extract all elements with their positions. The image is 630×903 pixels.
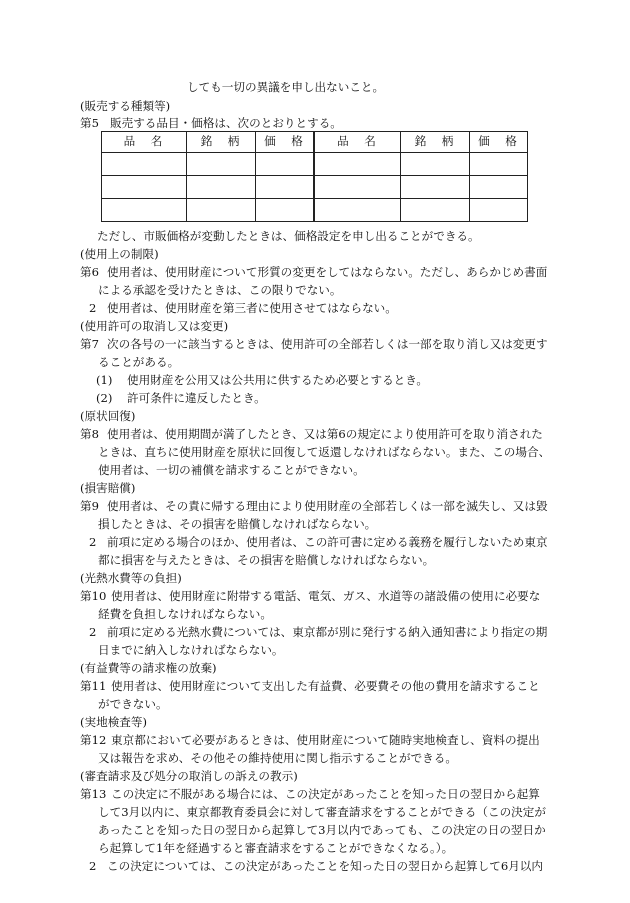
item-number: (1) xyxy=(96,373,113,387)
item-number: (2) xyxy=(96,391,113,405)
table-cell xyxy=(314,176,401,199)
header-brand: 銘 柄 xyxy=(187,132,256,153)
table-cell xyxy=(187,176,256,199)
paragraph-number: 2 xyxy=(89,535,97,549)
table-cell xyxy=(401,153,470,176)
table-cell xyxy=(401,176,470,199)
article-number-9: 第9 xyxy=(80,499,99,513)
article-text-6-line2: による承認を受けたときは、この限りでない。 xyxy=(98,283,342,297)
article-text-13-line4: ら起算して1年を経過すると審査請求をすることができなくなる。）。 xyxy=(98,841,454,855)
table-cell xyxy=(470,153,528,176)
article-text-5: 販売する品目・価格は、次のとおりとする。 xyxy=(110,116,342,130)
article-text-9-para2-line1: 前項に定める場合のほか、使用者は、この許可書に定める義務を履行しないため東京 xyxy=(107,535,548,549)
item-text-2: 許可条件に違反したとき。 xyxy=(127,391,266,405)
article-text-8-line2: ときは、直ちに使用財産を原状に回復して返還しなければならない。また、この場合、 xyxy=(98,445,551,459)
article-text-13-line2: して3月以内に、東京都教育委員会に対して審査請求をすることができる（この決定が xyxy=(98,805,546,819)
table-header-row xyxy=(102,132,528,153)
article-text-10-para2-line1: 前項に定める光熱水費については、東京都が別に発行する納入通知書により指定の期 xyxy=(107,625,548,639)
article-number-11: 第11 xyxy=(80,679,107,693)
table-note: ただし、市販価格が変動したときは、価格設定を申し出ることができる。 xyxy=(97,229,480,243)
article-text-8-line3: 使用者は、一切の補償を請求することができない。 xyxy=(98,463,365,477)
section-heading-11: (有益費等の請求権の放棄) xyxy=(80,661,217,675)
table-cell xyxy=(314,153,401,176)
article-text-10-line1: 使用者は、使用財産に附帯する電話、電気、ガス、水道等の諸設備の使用に必要な xyxy=(111,589,541,603)
table-cell xyxy=(102,153,187,176)
article-number-10: 第10 xyxy=(80,589,107,603)
table-row xyxy=(102,176,528,199)
header-price: 価 格 xyxy=(256,132,315,153)
table-row xyxy=(102,153,528,176)
table-cell xyxy=(102,176,187,199)
table-cell xyxy=(314,199,401,222)
section-heading-7: (使用許可の取消し又は変更) xyxy=(80,319,229,333)
article-text-9-line2: 損したときは、その損害を賠償しなければならない。 xyxy=(98,517,377,531)
article-text-11-line2: ができない。 xyxy=(98,697,168,711)
article-number-12: 第12 xyxy=(80,733,107,747)
article-number-7: 第7 xyxy=(80,337,99,351)
article-number-8: 第8 xyxy=(80,427,99,441)
article-text-12-line2: 又は報告を求め、その他その維持使用に関し指示することができる。 xyxy=(98,751,457,765)
paragraph-number: 2 xyxy=(89,859,97,873)
continued-line: しても一切の異議を申し出ないこと。 xyxy=(187,80,385,94)
item-text-1: 使用財産を公用又は公共用に供するため必要とするとき。 xyxy=(127,373,428,387)
section-heading-5: (販売する種類等) xyxy=(80,99,171,113)
section-heading-10: (光熱水費等の負担) xyxy=(80,571,182,585)
table-cell xyxy=(256,153,315,176)
section-heading-6: (使用上の制限) xyxy=(80,247,159,261)
table-cell xyxy=(470,176,528,199)
article-text-13-line1: この決定に不服がある場合には、この決定があったことを知った日の翌日から起算 xyxy=(111,787,540,801)
header-item-name: 品 名 xyxy=(102,132,187,153)
table-cell xyxy=(187,153,256,176)
article-text-6-line1: 使用者は、使用財産について形質の変更をしてはならない。ただし、あらかじめ書面 xyxy=(107,265,548,279)
section-heading-9: (損害賠償) xyxy=(80,481,136,495)
paragraph-number: 2 xyxy=(89,625,97,639)
paragraph-number: 2 xyxy=(89,301,97,315)
price-table xyxy=(101,131,528,222)
table-cell xyxy=(256,176,315,199)
article-number-5: 第5 xyxy=(80,116,99,130)
table-cell xyxy=(102,199,187,222)
article-text-10-para2-line2: 日までに納入しなければならない。 xyxy=(98,643,284,657)
section-heading-13: (審査請求及び処分の取消しの訴えの教示) xyxy=(80,769,298,783)
table-cell xyxy=(187,199,256,222)
article-text-10-line2: 経費を負担しなければならない。 xyxy=(98,607,272,621)
section-heading-12: (実地検査等) xyxy=(80,715,148,729)
article-text-13-para2: この決定については、この決定があったことを知った日の翌日から起算して6月以内 xyxy=(107,859,543,873)
table-row xyxy=(102,199,528,222)
article-text-9-para2-line2: 都に損害を与えたときは、その損害を賠償しなければならない。 xyxy=(98,553,435,567)
header-brand: 銘 柄 xyxy=(401,132,470,153)
article-number-13: 第13 xyxy=(80,787,107,801)
section-heading-8: (原状回復) xyxy=(80,409,136,423)
article-text-11-line1: 使用者は、使用財産について支出した有益費、必要費その他の費用を請求すること xyxy=(111,679,540,693)
article-text-7-line2: ることがある。 xyxy=(98,355,180,369)
article-number-6: 第6 xyxy=(80,265,99,279)
table-cell xyxy=(256,199,315,222)
header-price: 価 格 xyxy=(470,132,528,153)
header-item-name: 品 名 xyxy=(314,132,401,153)
table-cell xyxy=(401,199,470,222)
article-text-12-line1: 東京都において必要があるときは、使用財産について随時実地検査し、資料の提出 xyxy=(111,733,540,747)
article-text-8-line1: 使用者は、使用期間が満了したとき、又は第6の規定により使用許可を取り消された xyxy=(107,427,543,441)
article-text-6-para2: 使用者は、使用財産を第三者に使用させてはならない。 xyxy=(107,301,397,315)
article-text-9-line1: 使用者は、その責に帰する理由により使用財産の全部若しくは一部を滅失し、又は毀 xyxy=(107,499,548,513)
article-text-7-line1: 次の各号の一に該当するときは、使用許可の全部若しくは一部を取り消し又は変更す xyxy=(107,337,548,351)
article-text-13-line3: あったことを知った日の翌日から起算して3月以内であっても、この決定の日の翌日か xyxy=(98,823,546,837)
table-cell xyxy=(470,199,528,222)
